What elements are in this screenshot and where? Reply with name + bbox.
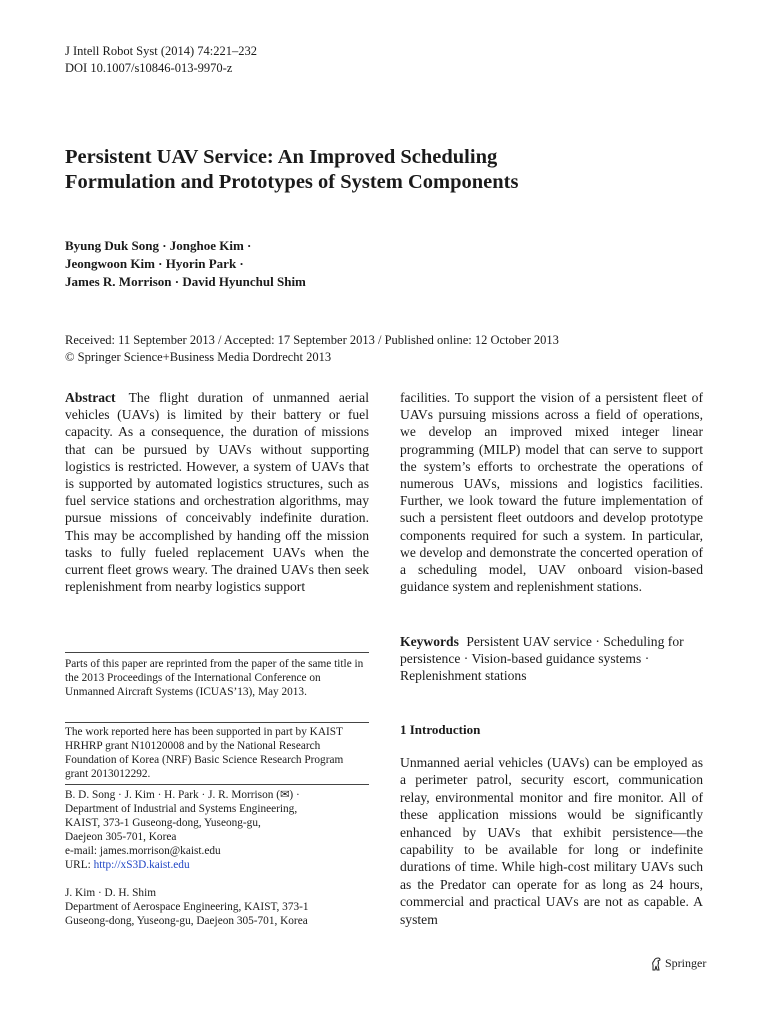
affiliation-url-link[interactable]: http://xS3D.kaist.edu xyxy=(93,859,190,871)
footnote-divider-3 xyxy=(65,784,369,785)
keywords-block xyxy=(400,633,703,685)
springer-horse-icon xyxy=(650,957,662,971)
footnote-divider-1 xyxy=(65,652,369,653)
author-list: Byung Duk Song · Jonghoe Kim · Jeongwoon Kim · Hyorin Park · James R. Morrison · David Hyunchul Shim xyxy=(65,238,306,289)
footnote-affiliation-2: J. Kim · D. H. Shim Department of Aerospace Engineering, KAIST, 373-1 Guseong-dong, Yuseong-gu, Daejeon 305-701, Korea xyxy=(65,887,309,927)
publisher-name: Springer xyxy=(665,956,707,970)
footnote-reprint: Parts of this paper are reprinted from the paper of the same title in the 2013 Proceedings of the International Conference on Unmanned Aircraft Systems (ICUAS’13), May 2013. xyxy=(65,658,364,698)
paper-title: Persistent UAV Service: An Improved Scheduling Formulation and Prototypes of System Components xyxy=(65,146,519,193)
keywords-text: Persistent UAV service · Scheduling for persistence · Vision-based guidance systems · Replenishment stations xyxy=(400,634,684,684)
footnote-divider-2 xyxy=(65,722,369,723)
abstract-label: Abstract xyxy=(65,390,116,405)
journal-doi: DOI 10.1007/s10846-013-9970-z xyxy=(65,61,233,75)
journal-header xyxy=(65,43,257,77)
abstract-text-left: The flight duration of unmanned aerial vehicles (UAVs) is limited by their battery or fuel capacity. As a consequence, the duration of missions that can be pursued by UAVs without supporting logistics is restricted. However, a system of UAVs that is supported by automated logistics structures, such as fuel service stations and orchestration algorithms, may pursue missions of conceivably indefinite duration. This may be accomplished by handing off the mission tasks to fully fueled replacement UAVs when the current fleet grows weary. The drained UAVs then seek replenishment from nearby logistics support xyxy=(65,390,369,595)
abstract-left-column xyxy=(65,389,369,595)
footnote-affiliation-1: B. D. Song · J. Kim · H. Park · J. R. Morrison (✉) · Department of Industrial and Systems Engineering, KAIST, 373-1 Guseong-dong, Yuseong-gu, Daejeon 305-701, Korea e-mail: james.morrison@kaist.edu URL: http://xS3D.kaist.edu xyxy=(65,788,369,872)
abstract-text-right: facilities. To support the vision of a persistent fleet of UAVs pursuing missions across a field of operations, we develop an improved mixed integer linear programming (MILP) model that can serve to support the system’s efforts to orchestrate the operations of numerous UAVs, missions and logistics facilities. Further, we look toward the future implementation of such a persistent fleet outdoors and develop prototype components required for such a system. In particular, we develop and demonstrate the concerted operation of a scheduling model, UAV onboard vision-based guidance system and replenishment stations. xyxy=(400,390,703,595)
introduction-text: Unmanned aerial vehicles (UAVs) can be employed as a perimeter patrol, security escort, communication relay, environmental monitor and fire monitor. All of these application missions would be significantly enhanced by UAVs that exhibit persistence—the capability to be available for long or indefinite durations of time. While high-cost military UAVs such as the Predator can operate for as long as 24 hours, commercial and practical UAVs are not as capable. A system xyxy=(400,755,703,927)
publisher-logo xyxy=(650,956,706,971)
journal-citation: J Intell Robot Syst (2014) 74:221–232 xyxy=(65,44,258,58)
abstract-right-column xyxy=(400,389,703,595)
section-heading-introduction: 1 Introduction xyxy=(400,722,481,737)
author-email: e-mail: james.morrison@kaist.edu xyxy=(65,845,221,857)
publication-history xyxy=(65,332,559,366)
keywords-label: Keywords xyxy=(400,634,459,649)
dates-history: Received: 11 September 2013 / Accepted: 17 September 2013 / Published online: 12 October 2013 xyxy=(65,333,559,347)
copyright-line: © Springer Science+Business Media Dordrecht 2013 xyxy=(65,350,332,364)
footnote-funding: The work reported here has been supported in part by KAIST HRHRP grant N10120008 and by the National Research Foundation of Korea (NRF) Basic Science Research Program grant 2013012292. xyxy=(65,726,344,780)
